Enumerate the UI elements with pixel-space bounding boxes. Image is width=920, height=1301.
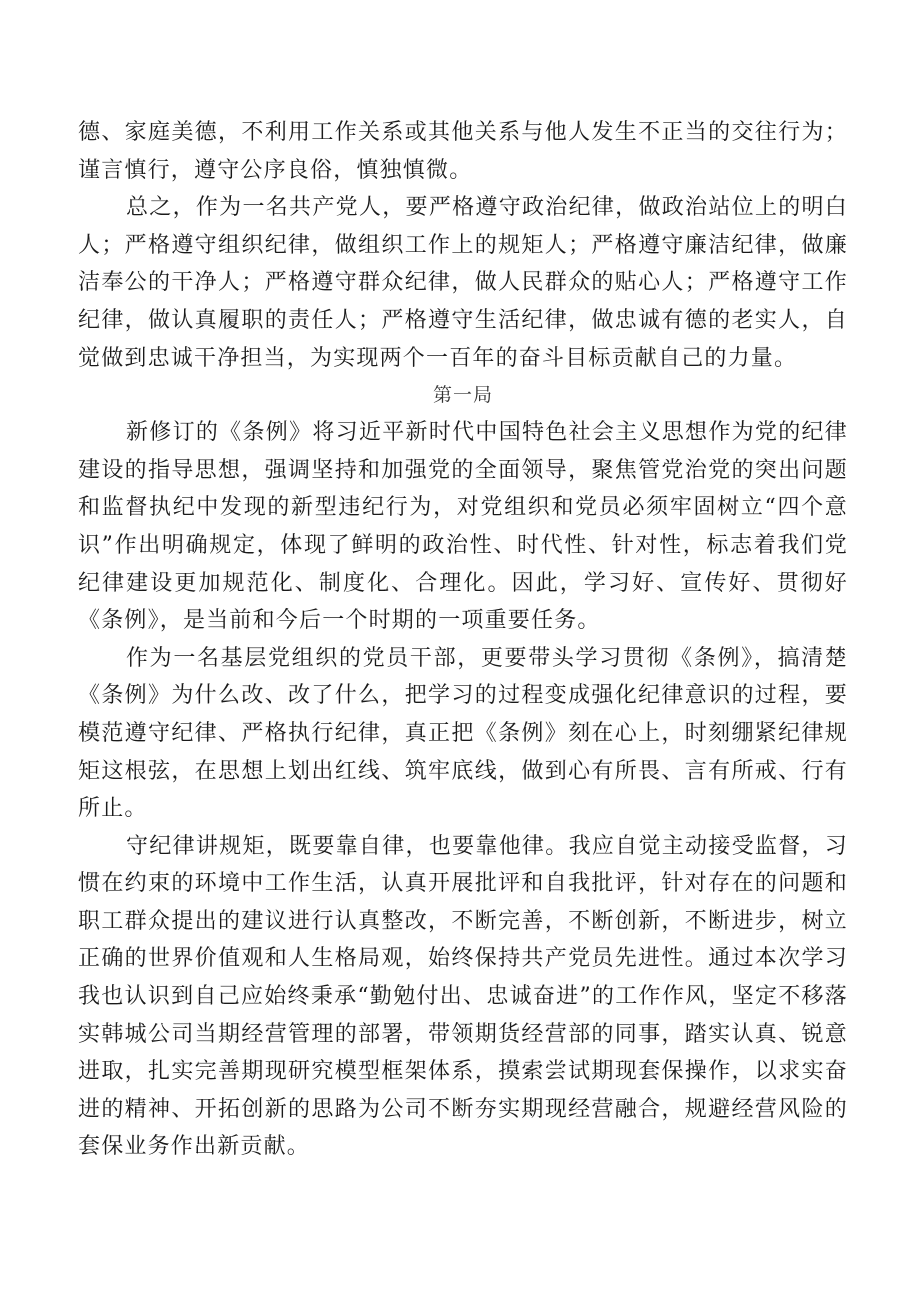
document-page — [78, 114, 848, 1166]
section-title: 第一局 — [432, 384, 493, 407]
body-paragraph: 作为一名基层党组织的党员干部，更要带头学习贯彻《条例》，搞清楚《条例》为什么改、改了什么，把学习的过程变成强化纪律意识的过程，要模范遵守纪律、严格执行纪律，真正把《条例》刻在心上，时刻绷紧纪律规矩这根弦，在思想上划出红线、筑牢底线，做到心有所畏、言有所戒、行有所止。 — [78, 645, 848, 822]
intro-paragraph-tail: 德、家庭美德，不利用工作关系或其他关系与他人发生不正当的交往行为；谨言慎行，遵守公序良俗，慎独慎微。 — [78, 120, 848, 183]
body-paragraph: 新修订的《条例》将习近平新时代中国特色社会主义思想作为党的纪律建设的指导思想，强调坚持和加强党的全面领导，聚焦管党治党的突出问题和监督执纪中发现的新型违纪行为，对党组织和党员必须牢固树立“四个意识”作出明确规定，体现了鲜明的政治性、时代性、针对性，标志着我们党纪律建设更加规范化、制度化、合理化。因此，学习好、宣传好、贯彻好《条例》，是当前和今后一个时期的一项重要任务。 — [78, 420, 848, 634]
summary-paragraph: 总之，作为一名共产党人，要严格遵守政治纪律，做政治站位上的明白人；严格遵守组织纪律，做组织工作上的规矩人；严格遵守廉洁纪律，做廉洁奉公的干净人；严格遵守群众纪律，做人民群众的贴心人；严格遵守工作纪律，做认真履职的责任人；严格遵守生活纪律，做忠诚有德的老实人，自觉做到忠诚干净担当，为实现两个一百年的奋斗目标贡献自己的力量。 — [78, 195, 848, 371]
body-paragraph: 守纪律讲规矩，既要靠自律，也要靠他律。我应自觉主动接受监督，习惯在约束的环境中工作生活，认真开展批评和自我批评，针对存在的问题和职工群众提出的建议进行认真整改，不断完善，不断创新，不断进步，树立正确的世界价值观和人生格局观，始终保持共产党员先进性。通过本次学习我也认识到自己应始终秉承“勤勉付出、忠诚奋进”的工作作风，坚定不移落实韩城公司当期经营管理的部署，带领期货经营部的同事，踏实认真、锐意进取，扎实完善期现研究模型框架体系，摸索尝试期现套保操作，以求实奋进的精神、开拓创新的思路为公司不断夯实期现经营融合，规避经营风险的套保业务作出新贡献。 — [78, 833, 848, 1160]
